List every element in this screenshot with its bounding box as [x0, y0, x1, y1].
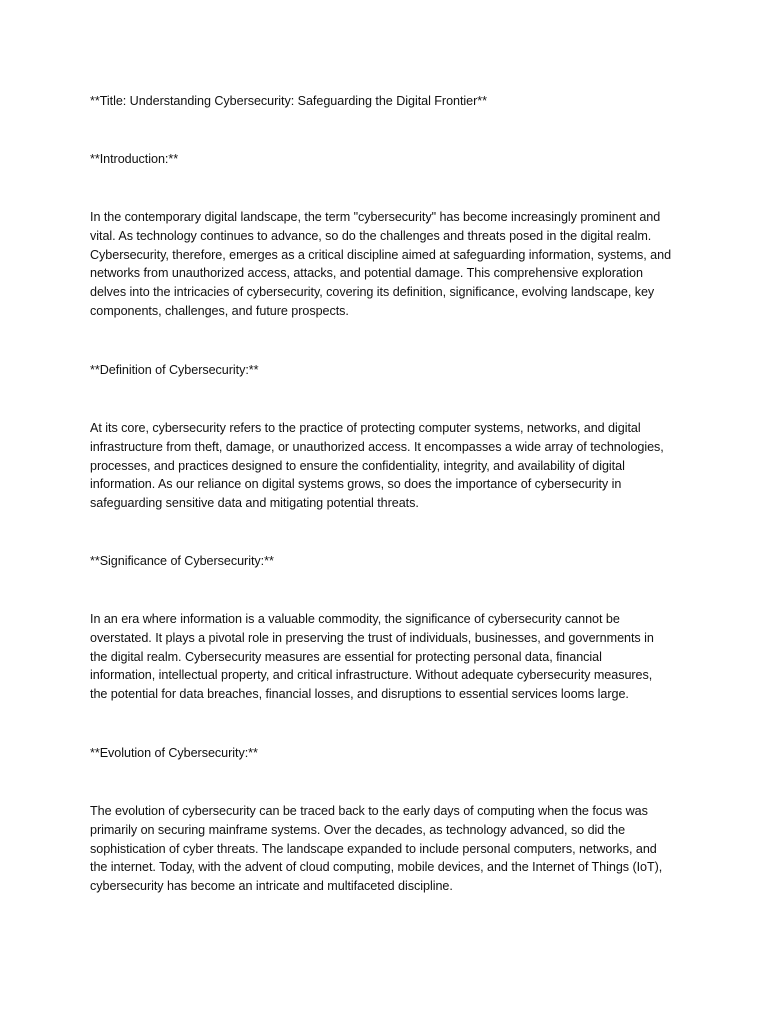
definition-paragraph: At its core, cybersecurity refers to the practice of protecting computer systems, networks, and digital infrastructure from theft, damage, or unauthorized access. It encompasses a wide array of technologies, processes, and practices designed to ensure the confidentiality, integrity, and availability of digital information. As our reliance on digital systems grows, so does the importance of cybersecurity in safeguarding sensitive data and mitigating potential threats. [90, 421, 664, 511]
definition-heading: **Definition of Cybersecurity:** [90, 363, 259, 377]
introduction-heading: **Introduction:** [90, 152, 179, 166]
significance-paragraph: In an era where information is a valuable commodity, the significance of cybersecurity cannot be overstated. It plays a pivotal role in preserving the trust of individuals, businesses, and governments in the digital realm. Cybersecurity measures are essential for protecting personal data, financial information, intellectual property, and critical infrastructure. Without adequate cybersecurity measures, the potential for data breaches, financial losses, and disruptions to essential services looms large. [90, 612, 654, 702]
introduction-paragraph: In the contemporary digital landscape, the term "cybersecurity" has become increasingly prominent and vital. As technology continues to advance, so do the challenges and threats posed in the digital realm. Cybersecurity, therefore, emerges as a critical discipline aimed at safeguarding information, systems, and networks from unauthorized access, attacks, and potential damage. This comprehensive exploration delves into the intricacies of cybersecurity, covering its definition, significance, evolving landscape, key components, challenges, and future prospects. [90, 210, 672, 318]
document-title: **Title: Understanding Cybersecurity: Safeguarding the Digital Frontier** [90, 94, 487, 108]
evolution-paragraph: The evolution of cybersecurity can be traced back to the early days of computing when the focus was primarily on securing mainframe systems. Over the decades, as technology advanced, so did the sophistication of cyber threats. The landscape expanded to include personal computers, networks, and the internet. Today, with the advent of cloud computing, mobile devices, and the Internet of Things (IoT), cybersecurity has become an intricate and multifaceted discipline. [90, 804, 663, 894]
evolution-heading: **Evolution of Cybersecurity:** [90, 746, 258, 760]
significance-heading: **Significance of Cybersecurity:** [90, 554, 274, 568]
